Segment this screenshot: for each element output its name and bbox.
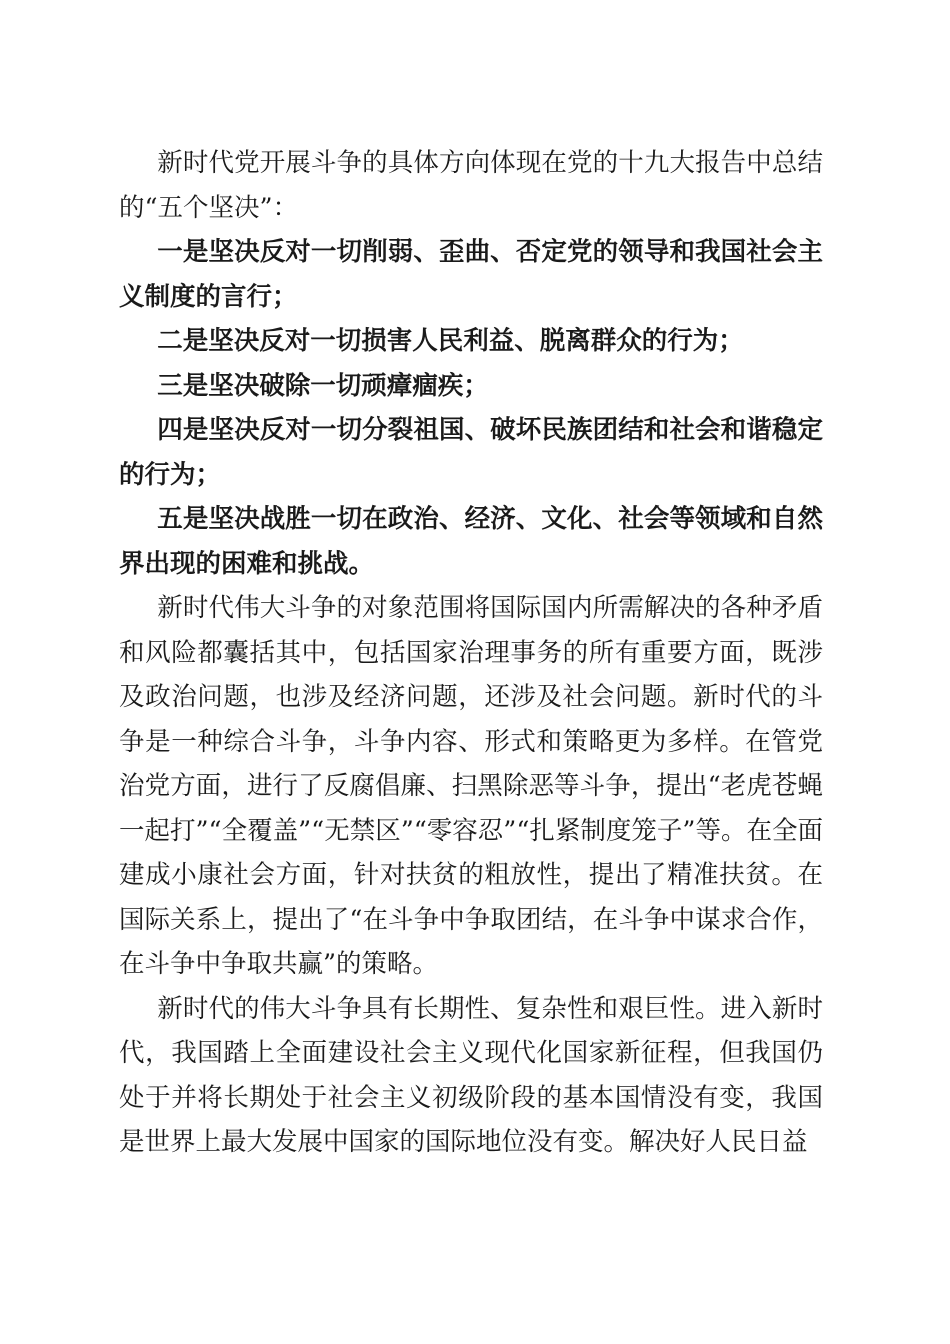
paragraph-point-four: 四是坚决反对一切分裂祖国、破坏民族团结和社会和谐稳定的行为； [119, 415, 823, 490]
paragraph-point-three: 三是坚决破除一切顽瘴痼疾； [157, 370, 489, 401]
paragraph-point-two: 二是坚决反对一切损害人民利益、脱离群众的行为； [157, 326, 744, 356]
paragraph-point-one: 一是坚决反对一切削弱、歪曲、否定党的领导和我国社会主义制度的言行； [119, 237, 823, 312]
paragraph-struggle-scope: 新时代伟大斗争的对象范围将国际国内所需解决的各种矛盾和风险都囊括其中，包括国家治理事务的所有重要方面，既涉及政治问题，也涉及经济问题，还涉及社会问题。新时代的斗争是一种综合斗争，斗争内容、形式和策略更为多样。在管党治党方面，进行了反腐倡廉、扫黑除恶等斗争，提出“老虎苍蝇一起打”“全覆盖”“无禁区”“零容忍”“扎紧制度笼子”等。在全面建成小康社会方面，针对扶贫的粗放性，提出了精准扶贫。在国际关系上，提出了“在斗争中争取团结，在斗争中谋求合作，在斗争中争取共赢”的策略。 [119, 593, 823, 979]
paragraph-struggle-nature: 新时代的伟大斗争具有长期性、复杂性和艰巨性。进入新时代，我国踏上全面建设社会主义现代化国家新征程，但我国仍处于并将长期处于社会主义初级阶段的基本国情没有变，我国是世界上最大发展中国家的国际地位没有变。解决好人民日益 [119, 993, 823, 1157]
paragraph-point-five: 五是坚决战胜一切在政治、经济、文化、社会等领域和自然界出现的困难和挑战。 [119, 504, 823, 579]
document-body [119, 141, 823, 1165]
paragraph-intro: 新时代党开展斗争的具体方向体现在党的十九大报告中总结的“五个坚决”： [119, 148, 823, 223]
